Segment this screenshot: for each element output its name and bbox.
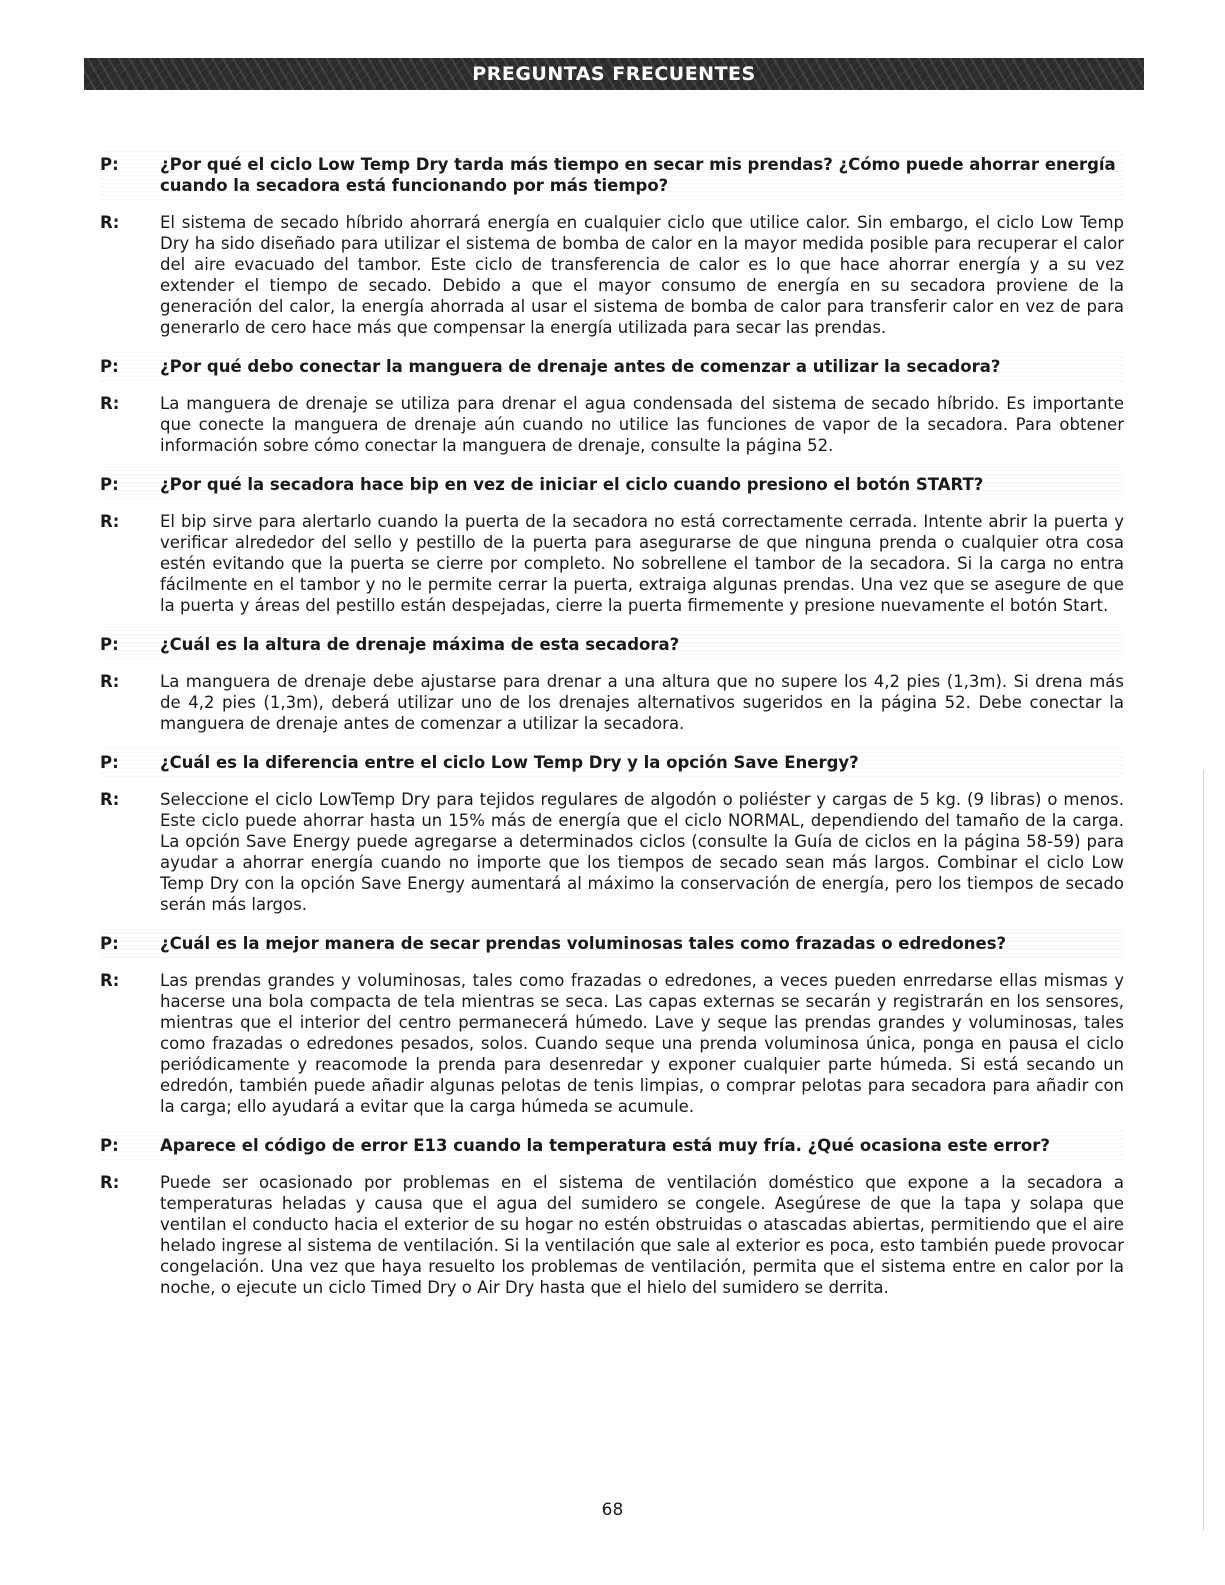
question-row	[100, 470, 1124, 499]
section-header	[84, 58, 1144, 90]
question-text: ¿Por qué debo conectar la manguera de drenaje antes de comenzar a utilizar la secadora?	[160, 357, 1001, 376]
faq-list	[100, 150, 1124, 1312]
question-text: ¿Cuál es la diferencia entre el ciclo Low Temp Dry y la opción Save Energy?	[160, 753, 859, 772]
faq-item	[100, 352, 1124, 456]
answer-label: R:	[100, 971, 120, 990]
answer-text: Seleccione el ciclo LowTemp Dry para tejidos regulares de algodón o poliéster y cargas de 5 kg. (9 libras) o menos. Este ciclo puede ahorrar hasta un 15% más de energía que el ciclo NORMAL, dependiendo del tamaño de la carga. La opción Save Energy puede agregarse a determinados ciclos (consulte la Guía de ciclos en la página 58-59) para ayudar a ahorrar energía cuando no importe que los tiempos de secado sean más largos. Combinar el ciclo Low Temp Dry con la opción Save Energy aumentará al máximo la conservación de energía, pero los tiempos de secado serán más largos.	[160, 790, 1124, 914]
question-row	[100, 1131, 1124, 1160]
faq-item	[100, 150, 1124, 338]
question-label: P:	[100, 753, 119, 772]
question-text: ¿Por qué el ciclo Low Temp Dry tarda más tiempo en secar mis prendas? ¿Cómo puede ahorrar energía cuando la secadora está funcionando por más tiempo?	[160, 155, 1116, 195]
answer-row	[100, 789, 1124, 915]
question-text: ¿Cuál es la altura de drenaje máxima de esta secadora?	[160, 635, 680, 654]
question-label: P:	[100, 155, 119, 174]
page-number: 68	[601, 1500, 624, 1520]
faq-item	[100, 929, 1124, 1117]
answer-label: R:	[100, 1173, 120, 1192]
faq-item	[100, 630, 1124, 734]
question-label: P:	[100, 934, 119, 953]
question-row	[100, 150, 1124, 200]
answer-text: La manguera de drenaje debe ajustarse para drenar a una altura que no supere los 4,2 pies (1,3m). Si drena más de 4,2 pies (1,3m), deberá utilizar uno de los drenajes alternativos sugeridos en la página 52. Debe conectar la manguera de drenaje antes de comenzar a utilizar la secadora.	[160, 672, 1124, 733]
question-text: ¿Por qué la secadora hace bip en vez de iniciar el ciclo cuando presiono el botón START?	[160, 475, 984, 494]
question-label: P:	[100, 635, 119, 654]
faq-item	[100, 470, 1124, 616]
faq-item	[100, 1131, 1124, 1298]
answer-text: Las prendas grandes y voluminosas, tales como frazadas o edredones, a veces pueden enrredarse ellas mismas y hacerse una bola compacta de tela mientras se seca. Las capas externas se secarán y registrarán en los sensores, mientras que el interior del centro permanecerá húmedo. Lave y seque las prendas grandes y voluminosas, tales como frazadas o edredones pesados, solos. Cuando seque una prenda voluminosa única, ponga en pausa el ciclo periódicamente y reacomode la prenda para desenredar y exponer cualquier parte húmeda. Si está secando un edredón, también puede añadir algunas pelotas de tenis limpias, o comprar pelotas para secadora para añadir con la carga; ello ayudará a evitar que la carga húmeda se acumule.	[160, 971, 1124, 1116]
answer-label: R:	[100, 790, 120, 809]
answer-row	[100, 970, 1124, 1117]
answer-row	[100, 511, 1124, 616]
answer-text: Puede ser ocasionado por problemas en el sistema de ventilación doméstico que expone a la secadora a temperaturas heladas y causa que el agua del sumidero se congele. Asegúrese de que la tapa y solapa que ventilan el conducto hacia el exterior de su hogar no estén obstruidas o atascadas abiertas, permitiendo que el aire helado ingrese al sistema de ventilación. Si la ventilación que sale al exterior es poca, esto también puede provocar congelación. Una vez que haya resuelto los problemas de ventilación, permita que el sistema entre en calor por la noche, o ejecute un ciclo Timed Dry o Air Dry hasta que el hielo del sumidero se derrita.	[160, 1173, 1124, 1297]
scan-edge-line	[1203, 770, 1204, 1530]
answer-label: R:	[100, 394, 120, 413]
question-text: ¿Cuál es la mejor manera de secar prendas voluminosas tales como frazadas o edredones?	[160, 934, 1007, 953]
answer-label: R:	[100, 512, 120, 531]
question-label: P:	[100, 1136, 119, 1155]
question-row	[100, 630, 1124, 659]
question-label: P:	[100, 475, 119, 494]
answer-text: El sistema de secado híbrido ahorrará energía en cualquier ciclo que utilice calor. Sin embargo, el ciclo Low Temp Dry ha sido diseñado para utilizar el sistema de bomba de calor en la mayor medida posible para recuperar el calor del aire evacuado del tambor. Este ciclo de transferencia de calor es lo que hace ahorrar energía y a su vez extender el tiempo de secado. Debido a que el mayor consumo de energía en su secadora proviene de la generación del calor, la energía ahorrada al usar el sistema de bomba de calor para transferir calor en vez de para generarlo de cero hace más que compensar la energía utilizada para secar las prendas.	[160, 213, 1124, 337]
question-text: Aparece el código de error E13 cuando la temperatura está muy fría. ¿Qué ocasiona este error?	[160, 1136, 1050, 1155]
answer-label: R:	[100, 672, 120, 691]
faq-item	[100, 748, 1124, 915]
answer-row	[100, 671, 1124, 734]
question-row	[100, 748, 1124, 777]
question-label: P:	[100, 357, 119, 376]
answer-text: El bip sirve para alertarlo cuando la puerta de la secadora no está correctamente cerrada. Intente abrir la puerta y verificar alrededor del sello y pestillo de la puerta para asegurarse de que ninguna prenda o cualquier otra cosa estén evitando que la puerta se cierre por completo. No sobrellene el tambor de la secadora. Si la carga no entra fácilmente en el tambor y no le permite cerrar la puerta, extraiga algunas prendas. Una vez que se asegure de que la puerta y áreas del pestillo están despejadas, cierre la puerta firmemente y presione nuevamente el botón Start.	[160, 512, 1124, 615]
answer-text: La manguera de drenaje se utiliza para drenar el agua condensada del sistema de secado híbrido. Es importante que conecte la manguera de drenaje aún cuando no utilice las funciones de vapor de la secadora. Para obtener información sobre cómo conectar la manguera de drenaje, consulte la página 52.	[160, 394, 1124, 455]
question-row	[100, 929, 1124, 958]
section-title: PREGUNTAS FRECUENTES	[472, 63, 756, 85]
answer-label: R:	[100, 213, 120, 232]
answer-row	[100, 1172, 1124, 1298]
answer-row	[100, 212, 1124, 338]
question-row	[100, 352, 1124, 381]
answer-row	[100, 393, 1124, 456]
